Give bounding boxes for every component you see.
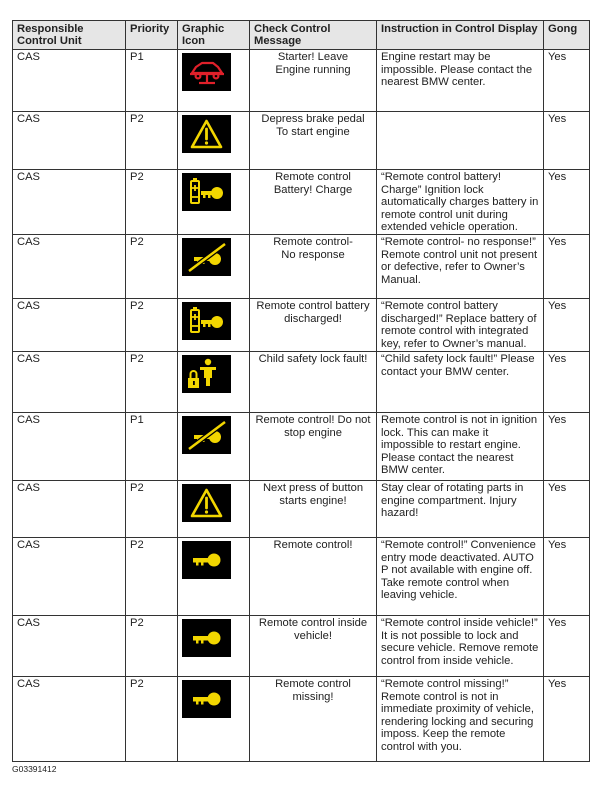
cell-unit: CAS xyxy=(13,50,126,112)
header-icon: Graphic Icon xyxy=(178,21,250,50)
cell-priority: P2 xyxy=(126,351,178,412)
header-row xyxy=(13,21,590,50)
cell-unit: CAS xyxy=(13,298,126,351)
header-priority: Priority xyxy=(126,21,178,50)
cell-icon xyxy=(178,50,250,112)
key-crossed-icon xyxy=(182,238,231,276)
cell-gong: Yes xyxy=(544,112,590,170)
cell-priority: P2 xyxy=(126,112,178,170)
cell-gong: Yes xyxy=(544,234,590,298)
child-lock-icon xyxy=(182,355,231,393)
cell-icon xyxy=(178,170,250,235)
cell-priority: P2 xyxy=(126,298,178,351)
cell-message xyxy=(250,170,377,235)
cell-priority: P2 xyxy=(126,480,178,537)
cell-instruction: “Remote control- no response!” Remote control unit not present or defective, refer to Owner’s Manual. xyxy=(377,234,544,298)
cell-message xyxy=(250,234,377,298)
cell-message xyxy=(250,615,377,676)
cell-message xyxy=(250,676,377,761)
message-text: Child safety lock fault! xyxy=(258,352,368,365)
table-row xyxy=(13,412,590,480)
key-battery-icon xyxy=(182,302,231,340)
cell-gong: Yes xyxy=(544,170,590,235)
cell-instruction: “Remote control battery discharged!” Replace battery of remote control with integrated key, refer to Owner’s manual. xyxy=(377,298,544,351)
message-text: Remote control inside vehicle! xyxy=(258,616,368,642)
cell-unit: CAS xyxy=(13,615,126,676)
table-row xyxy=(13,170,590,235)
header-instruction: Instruction in Control Display xyxy=(377,21,544,50)
cell-priority: P2 xyxy=(126,537,178,615)
cell-gong: Yes xyxy=(544,412,590,480)
warning-triangle-icon xyxy=(182,115,231,153)
cell-message xyxy=(250,351,377,412)
key-battery-icon xyxy=(182,173,231,211)
message-text: Remote control! xyxy=(273,538,353,551)
cell-unit: CAS xyxy=(13,170,126,235)
cell-priority: P2 xyxy=(126,676,178,761)
car-lift-warning-icon xyxy=(182,53,231,91)
cell-gong: Yes xyxy=(544,298,590,351)
cell-instruction: Engine restart may be impossible. Please contact the nearest BMW center. xyxy=(377,50,544,112)
cell-icon xyxy=(178,298,250,351)
table-row xyxy=(13,615,590,676)
message-text: Remote control- No response xyxy=(273,235,353,261)
cell-unit: CAS xyxy=(13,676,126,761)
cell-priority: P2 xyxy=(126,170,178,235)
message-text: Remote control Battery! Charge xyxy=(273,171,353,196)
cell-instruction: Remote control is not in ignition lock. This can make it impossible to restart engine. Please contact the nearest BMW center. xyxy=(377,412,544,480)
cell-priority: P1 xyxy=(126,50,178,112)
cell-icon xyxy=(178,480,250,537)
cell-unit: CAS xyxy=(13,234,126,298)
key-icon xyxy=(182,619,231,657)
cell-message xyxy=(250,50,377,112)
key-crossed-icon xyxy=(182,416,231,454)
cell-icon xyxy=(178,412,250,480)
figure-id: G03391412 xyxy=(12,764,57,774)
cell-icon xyxy=(178,615,250,676)
table-row xyxy=(13,298,590,351)
key-icon xyxy=(182,680,231,718)
cell-gong: Yes xyxy=(544,351,590,412)
message-text: Remote control missing! xyxy=(275,677,351,703)
key-icon xyxy=(182,541,231,579)
cell-priority: P2 xyxy=(126,234,178,298)
cell-message xyxy=(250,112,377,170)
cell-gong: Yes xyxy=(544,480,590,537)
cell-unit: CAS xyxy=(13,412,126,480)
header-unit: Responsible Control Unit xyxy=(13,21,126,50)
cell-gong: Yes xyxy=(544,50,590,112)
table-row xyxy=(13,351,590,412)
cell-priority: P1 xyxy=(126,412,178,480)
cell-instruction: “Child safety lock fault!” Please contact your BMW center. xyxy=(377,351,544,412)
cell-icon xyxy=(178,537,250,615)
cell-message xyxy=(250,537,377,615)
table-row xyxy=(13,480,590,537)
cell-message xyxy=(250,480,377,537)
cell-icon xyxy=(178,234,250,298)
header-gong: Gong xyxy=(544,21,590,50)
table-row xyxy=(13,50,590,112)
check-control-table xyxy=(12,20,590,762)
cell-instruction: “Remote control missing!” Remote control is not in immediate proximity of vehicle, rendering locking and securing imposs. Keep the remote control with you. xyxy=(377,676,544,761)
cell-icon xyxy=(178,351,250,412)
message-text: Next press of button starts engine! xyxy=(262,481,364,507)
cell-instruction: Stay clear of rotating parts in engine compartment. Injury hazard! xyxy=(377,480,544,537)
message-text: Starter! Leave Engine running xyxy=(275,51,351,76)
cell-icon xyxy=(178,676,250,761)
cell-instruction: “Remote control inside vehicle!” It is not possible to lock and secure vehicle. Remove remote control from inside vehicle. xyxy=(377,615,544,676)
message-text: Remote control battery discharged! xyxy=(256,299,370,325)
cell-unit: CAS xyxy=(13,351,126,412)
cell-message xyxy=(250,412,377,480)
cell-unit: CAS xyxy=(13,537,126,615)
cell-priority: P2 xyxy=(126,615,178,676)
cell-instruction: “Remote control!” Convenience entry mode deactivated. AUTO P not available with engine off. Take remote control when leaving vehicle. xyxy=(377,537,544,615)
message-text: Depress brake pedal To start engine xyxy=(261,113,365,138)
message-text: Remote control! Do not stop engine xyxy=(255,413,371,439)
table-row xyxy=(13,537,590,615)
cell-instruction: “Remote control battery! Charge” Ignition lock automatically charges battery in remote control unit during extended vehicle operation. xyxy=(377,170,544,235)
warning-triangle-icon xyxy=(182,484,231,522)
cell-instruction xyxy=(377,112,544,170)
cell-icon xyxy=(178,112,250,170)
cell-unit: CAS xyxy=(13,112,126,170)
cell-message xyxy=(250,298,377,351)
cell-gong: Yes xyxy=(544,537,590,615)
table-row xyxy=(13,234,590,298)
cell-gong: Yes xyxy=(544,615,590,676)
header-message: Check Control Message xyxy=(250,21,377,50)
cell-unit: CAS xyxy=(13,480,126,537)
table-row xyxy=(13,112,590,170)
table-row xyxy=(13,676,590,761)
cell-gong: Yes xyxy=(544,676,590,761)
